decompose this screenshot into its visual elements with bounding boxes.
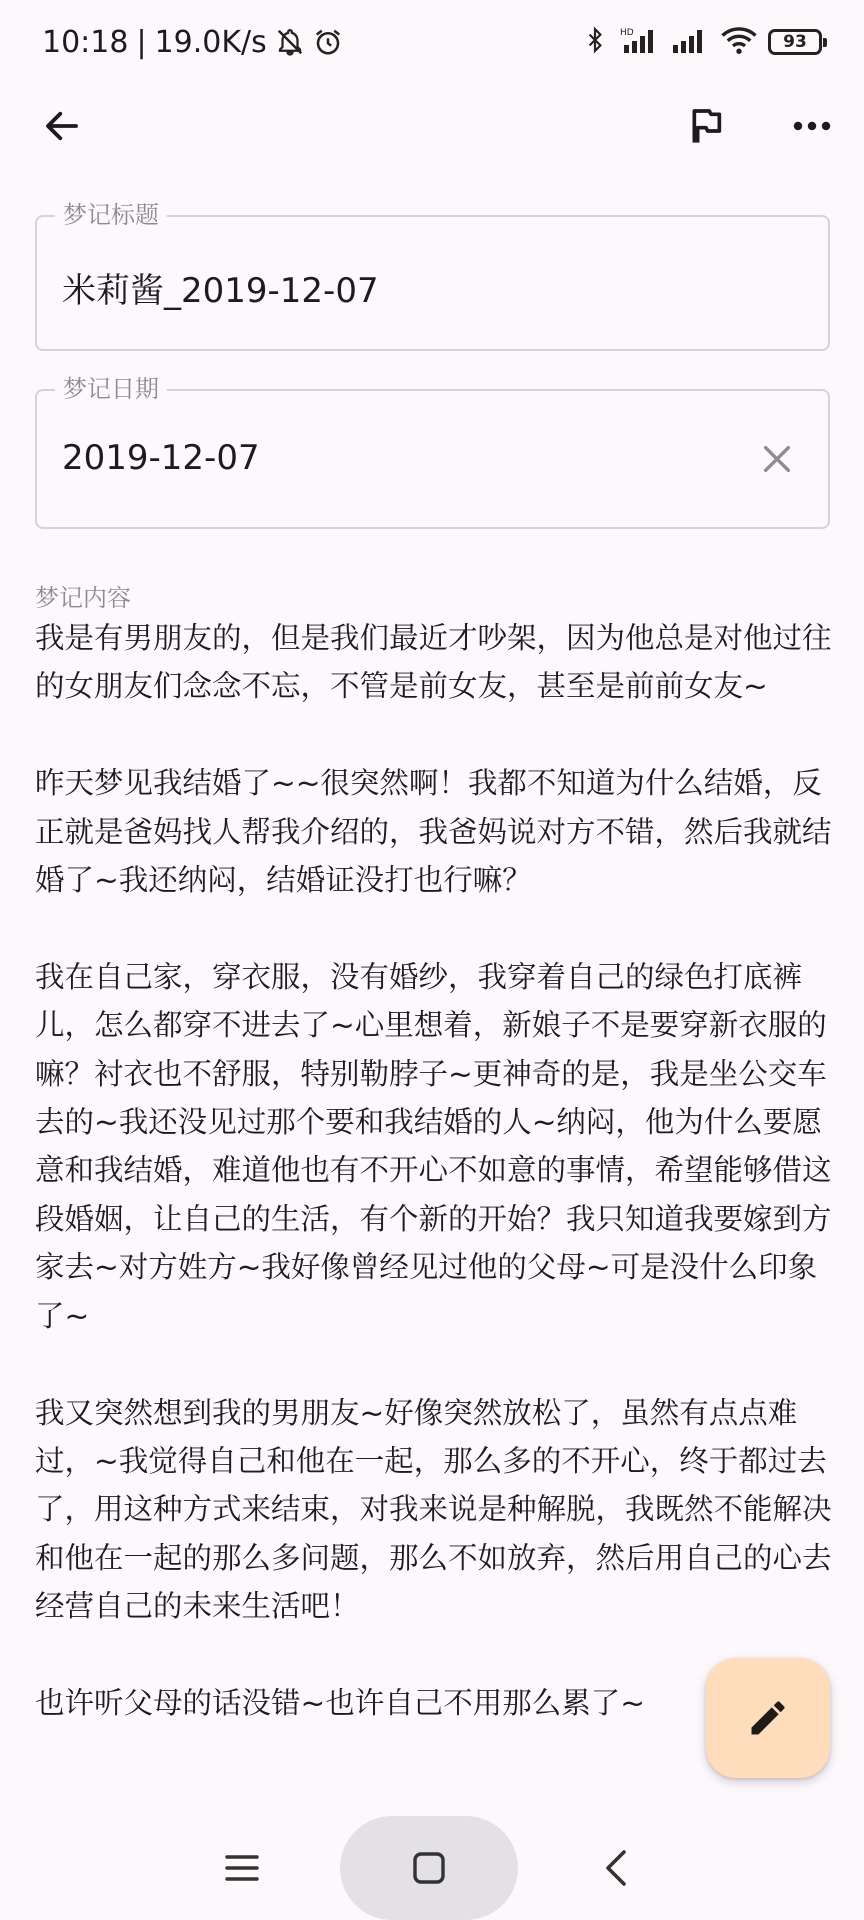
menu-icon <box>224 1852 260 1884</box>
bluetooth-icon <box>582 25 608 59</box>
content-label: 梦记内容 <box>35 584 131 612</box>
network-speed: 19.0K/s <box>154 24 267 60</box>
status-time: 10:18 <box>42 24 129 60</box>
battery-icon <box>768 29 822 55</box>
alarm-icon <box>313 27 343 57</box>
edit-fab[interactable] <box>706 1658 830 1778</box>
wifi-icon <box>720 25 758 59</box>
flag-button[interactable] <box>670 90 742 162</box>
date-field-value[interactable]: 2019-12-07 <box>62 438 260 478</box>
date-field[interactable] <box>35 375 830 529</box>
dream-content-text[interactable]: 我是有男朋友的，但是我们最近才吵架，因为他总是对他过往的女朋友们念念不忘，不管是前女友，甚至是前前女友~ 昨天梦见我结婚了~~很突然啊！我都不知道为什么结婚，反正就是爸妈找人帮我介绍的，我爸妈说对方不错，然后我就结婚了~我还纳闷，结婚证没打也行嘛？ 我在自己家，穿衣服，没有婚纱，我穿着自己的绿色打底裤儿，怎么都穿不进去了~心里想着，新娘子不是要穿新衣服的嘛？衬衣也不舒服，特别勒脖子~更神奇的是，我是坐公交车去的~我还没见过那个要和我结婚的人~纳闷，他为什么要愿意和我结婚，难道他也有不开心不如意的事情，希望能够借这段婚姻，让自己的生活，有个新的开始？我只知道我要嫁到方家去~对方姓方~我好像曾经见过他的父母~可是没什么印象了~ 我又突然想到我的男朋友~好像突然放松了，虽然有点点难过，~我觉得自己和他在一起，那么多的不开心，终于都过去了，用这种方式来结束，对我来说是种解脱，我既然不能解决和他在一起的那么多问题，那么不如放弃，然后用自己的心去经营自己的未来生活吧！ 也许听父母的话没错~也许自己不用那么累了~ <box>35 621 832 1720</box>
system-nav-bar <box>0 1810 864 1920</box>
home-square-icon <box>412 1851 446 1885</box>
recent-apps-button[interactable] <box>202 1828 282 1908</box>
date-field-label: 梦记日期 <box>55 374 167 404</box>
title-field[interactable] <box>35 201 830 351</box>
back-button[interactable] <box>26 90 98 162</box>
status-right <box>582 25 822 59</box>
signal-icon <box>670 25 710 59</box>
back-nav-button[interactable] <box>576 1828 656 1908</box>
more-options-button[interactable] <box>776 90 848 162</box>
status-bar <box>0 0 864 84</box>
flag-icon <box>686 105 726 147</box>
title-field-value[interactable]: 米莉酱_2019-12-07 <box>62 271 379 311</box>
signal-hd-icon <box>618 25 660 59</box>
content-scroll-area[interactable] <box>0 600 864 1810</box>
status-left <box>42 25 343 60</box>
back-chevron-icon <box>603 1849 629 1887</box>
bell-off-icon <box>275 27 305 57</box>
more-vert-icon <box>792 120 832 132</box>
clear-date-button[interactable] <box>744 426 810 492</box>
edit-pencil-icon <box>746 1696 790 1740</box>
title-field-label: 梦记标题 <box>55 200 167 230</box>
battery-level: 93 <box>783 32 807 52</box>
svg-text:HD: HD <box>620 28 634 38</box>
home-button[interactable] <box>389 1828 469 1908</box>
close-icon <box>760 442 794 476</box>
back-arrow-icon <box>41 105 83 147</box>
status-separator: | <box>136 24 147 60</box>
